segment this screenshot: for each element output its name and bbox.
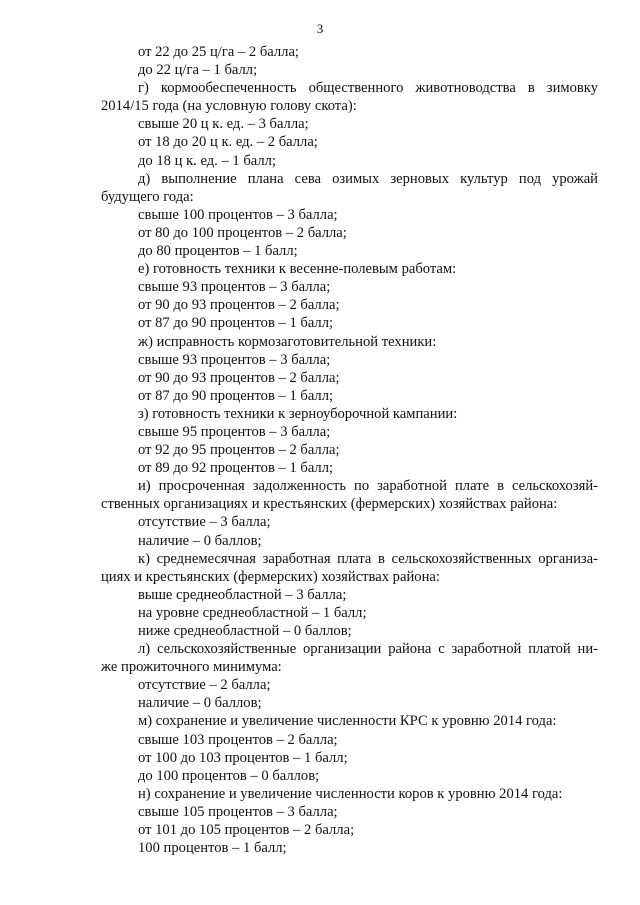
text-line: свыше 103 процентов – 2 балла; (138, 731, 338, 748)
text-line: свыше 105 процентов – 3 балла; (138, 803, 338, 820)
text-line: 100 процентов – 1 балл; (138, 840, 287, 857)
page-number: 3 (316, 21, 324, 36)
text-line: з) готовность техники к зерноуборочной кампании: (138, 405, 458, 422)
text-line: е) готовность техники к весенне-полевым работам: (138, 261, 457, 278)
text-line: м) сохранение и увеличение численности КРС к уровню 2014 года: (138, 713, 557, 730)
text-line: от 80 до 100 процентов – 2 балла; (138, 224, 347, 241)
text-line: н) сохранение и увеличение численности коров к уровню 2014 года: (138, 785, 563, 802)
paragraph-line: к) среднемесячная заработная плата в сельскохозяйственных организа- (138, 550, 598, 567)
text-line: от 87 до 90 процентов – 1 балл; (138, 387, 334, 404)
text-line: свыше 93 процентов – 3 балла; (138, 279, 331, 296)
text-line: наличие – 0 баллов; (138, 695, 262, 712)
text-line: выше среднеобластной – 3 балла; (138, 586, 347, 603)
text-line: от 92 до 95 процентов – 2 балла; (138, 442, 340, 459)
text-line: до 18 ц к. ед. – 1 балл; (138, 152, 277, 169)
text-line: ниже среднеобластной – 0 баллов; (138, 623, 352, 639)
text-line: до 100 процентов – 0 баллов; (138, 767, 320, 784)
text-line: от 101 до 105 процентов – 2 балла; (138, 822, 355, 839)
paragraph-line: и) просроченная задолженность по заработной плате в сельскохозяй- (138, 478, 598, 495)
text-line: от 18 до 20 ц к. ед. – 2 балла; (138, 134, 318, 151)
text-line: 2014/15 года (на условную голову скота): (101, 98, 357, 115)
paragraph-line: л) сельскохозяйственные организации района с заработной платой ни- (138, 641, 598, 658)
paragraph-line: г) кормообеспеченность общественного животноводства в зимовку (138, 80, 598, 97)
text-line: циях и крестьянских (фермерских) хозяйствах района: (101, 568, 440, 585)
text-line: ственных организациях и крестьянских (фермерских) хозяйствах района: (101, 496, 558, 513)
paragraph-line: д) выполнение плана сева озимых зерновых культур под урожай (138, 170, 598, 187)
text-line: от 87 до 90 процентов – 1 балл; (138, 315, 334, 332)
text-line: свыше 100 процентов – 3 балла; (138, 206, 338, 223)
text-line: свыше 20 ц к. ед. – 3 балла; (138, 116, 309, 133)
text-line: отсутствие – 2 балла; (138, 677, 271, 694)
text-line: свыше 93 процентов – 3 балла; (138, 351, 331, 368)
text-line: свыше 95 процентов – 3 балла; (138, 423, 331, 440)
document-body (101, 43, 598, 857)
text-line: от 100 до 103 процентов – 1 балл; (138, 749, 348, 766)
text-line: от 90 до 93 процентов – 2 балла; (138, 297, 340, 314)
text-line: наличие – 0 баллов; (138, 532, 262, 549)
text-line: до 22 ц/га – 1 балл; (138, 62, 258, 79)
text-line: будущего года: (101, 188, 194, 205)
text-line: до 80 процентов – 1 балл; (138, 243, 298, 260)
text-line: ж) исправность кормозаготовительной техники: (138, 333, 437, 350)
text-line: от 90 до 93 процентов – 2 балла; (138, 369, 340, 386)
text-line: от 89 до 92 процентов – 1 балл; (138, 460, 334, 477)
text-line: от 22 до 25 ц/га – 2 балла; (138, 44, 299, 60)
text-line: отсутствие – 3 балла; (138, 514, 271, 531)
text-line: на уровне среднеобластной – 1 балл; (138, 604, 367, 621)
text-line: же прожиточного минимума: (101, 659, 282, 676)
